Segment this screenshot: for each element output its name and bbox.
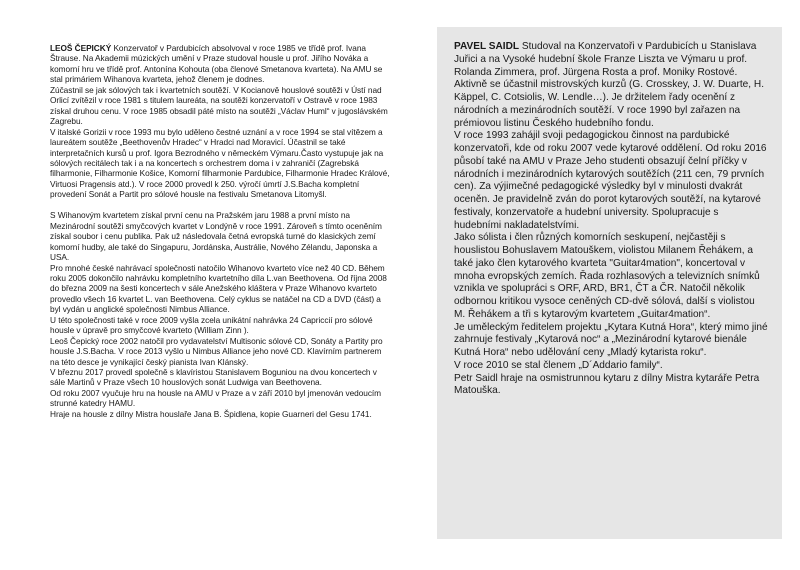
bio-intro: Studoval na Konzervatoři v Pardubicích u Stanislava Juřici a na Vysoké hudební škole Franze Liszta ve Výmaru u prof. Rolanda Zimmera, prof. Jürgena Rosta a prof. Moniky Rostové. Aktivně se účastnil mistrovských kurzů (G. Crosskey, J. W. Duarte, H. Käppel, C. Cotsiolis, W. Lendle…). Je držitelem řady ocenění z národních a mezinárodních soutěží. V roce 1990 byl zařazen na prémiovou listinu Českého hudebního fondu. [454, 41, 764, 129]
bio-paragraph: Zúčastnil se jak sólových tak i kvartetních soutěží. V Kocianově houslové soutěži v Ústí nad Orlicí zvítězil v roce 1981 s titulem laureáta, na soutěži konzervatoří v Ostravě v roce 1983 získal druhou cenu. V roce 1985 obsadil páté místo na soutěži „Václav Huml“ v jugoslávském Zagrebu. [50, 84, 388, 127]
bio-paragraph: Hraje na housle z dílny Mistra houslaře Jana B. Špidlena, kopie Guarneri del Gesu 1741. [50, 408, 372, 419]
bio-paragraph: U této společnosti také v roce 2009 vyšla zcela unikátní nahrávka 24 Capriccií pro sólové housle v úpravě pro smyčcové kvarteto (William Zinn ). [50, 314, 373, 336]
pavel-saidl-bio [437, 27, 782, 539]
bio-paragraph: V březnu 2017 provedl společně s klavíristou Stanislavem Boguniou na dvou koncertech v sále Martinů v Praze všech 10 houslových sonát Ludwiga van Beethovena. [50, 367, 377, 388]
bio-paragraph: Je uměleckým ředitelem projektu „Kytara Kutná Hora“, který mimo jiné zahrnuje festivaly „Kytarová noc“ a „Mezinárodní kytarové bienále Kutná Hora“ nebo udělování ceny „Mladý kytarista roku“. [454, 321, 768, 358]
bio-paragraph: V roce 1993 zahájil svoji pedagogickou činnost na pardubické konzervatoři, kde od roku 2007 vede kytarové oddělení. Od roku 2016 působí také na AMU v Praze Jeho studenti obsazují čelní příčky v národních i mezinárodních kytarových soutěžích (211 cen, 79 prvních cen). Za výjimečné pedagogické výsledky byl v minulosti dvakrát oceněn. Je pravidelně zván do porot kytarových soutěží, na kytarové festivaly, konzervatoře a hudební university. Spolupracuje s hudebními nakladatelstvími. [454, 130, 767, 231]
bio-paragraph [454, 41, 768, 130]
bio-name: LEOŠ ČEPICKÝ [50, 43, 112, 53]
bio-paragraph: Leoš Čepický roce 2002 natočil pro vydavatelství Multisonic sólové CD, Sonáty a Partity pro housle J.S.Bacha. V roce 2013 vyšlo u Nimbus Alliance jeho nové CD. Klavírním partnerem na této desce je vynikající český pianista Ivan Klánský. [50, 335, 383, 367]
bio-paragraph: Od roku 2007 vyučuje hru na housle na AMU v Praze a v září 2010 byl jmenován vedoucím strunné katedry HAMU. [50, 387, 382, 409]
bio-paragraph: Petr Saidl hraje na osmistrunnou kytaru z dílny Mistra kytaráře Petra Matouška. [454, 372, 760, 397]
bio-paragraph: Jako sólista i člen různých komorních seskupení, nejčastěji s houslistou Bohuslavem Matouškem, violistou Milanem Řehákem, a také jako člen kytarového kvarteta "Guitar4mation", koncertoval v mnoha evropských zemích. Řada rozhlasových a televizních snímků vznikla ve spolupráci s ORF, ARD, BR1, ČT a ČR. Natočil několik odbornou kritikou vysoce ceněných CD-dvě sólová, další s violistou M. Řehákem a tři s kytarovým kvartetem „Guitar4mation“. [454, 232, 760, 320]
bio-paragraph [50, 43, 390, 85]
bio-paragraph: V italské Gorizii v roce 1993 mu bylo uděleno čestné uznání a v roce 1994 se stal vítězem a laureátem soutěže „Beethovenův Hradec“ v Hradci nad Moravicí. Účastnil se také interpretačních kursů u prof. Igora Bezrodného v německém Výmaru.Často vystupuje jak na sólových recitálech tak i a na koncertech s orchestrem doma i v zahraničí (Zagrebská filharmonie, Filharmonie Košice, Komorní filharmonie Pardubice, Filharmonie Hradec Králové, Virtuosi Pragensis atd.). V roce 2000 provedl k 250. výročí úmrtí J.S.Bacha kompletní provedení Sonát a Partit pro sólové housle na festivalu Smetanova Litomyšl. [50, 126, 390, 200]
bio-paragraph: Pro mnohé české nahrávací společnosti natočilo Wihanovo kvarteto více než 40 CD. Během roku 2005 dokončilo nahrávku kompletního kvartetního díla L.van Beethovena. Od října 2008 do března 2009 na šesti koncertech v sále Anežského kláštera v Praze Wihanovo kvarteto provedlo všech 16 kvartet L. van Beethovena. Celý cyklus se natáčel na CD a DVD (část) a byl vydán u anglické společnosti Nimbus Alliance. [50, 262, 387, 315]
bio-paragraph: S Wihanovým kvartetem získal první cenu na Pražském jaru 1988 a první místo na Mezinárodní soutěži smyčcových kvartet v Londýně v roce 1991. Zároveň s tímto oceněním získal soubor i cenu publika. Pak už následovala četná evropská turné do klasických zemí komorní hudby, ale také do Singapuru, Jordánska, Austrálie, Nového Zélandu, Japonska a USA. [50, 210, 382, 263]
bio-name: PAVEL SAIDL [454, 41, 520, 52]
paragraph-spacer [50, 200, 390, 210]
bio-intro: Konzervatoř v Pardubicích absolvoval v roce 1985 ve třídě prof. Ivana Štrause. Na Akademii múzických umění v Praze studoval housle u prof. Jiřího Nováka a komorní hru ve třídě prof. Antonína Kohouta (oba členové Smetanova kvarteta). Na AMU se stal primáriem Wihanova kvarteta, jehož členem je dodnes. [50, 43, 383, 85]
leos-cepicky-bio [50, 43, 390, 419]
bio-paragraph: V roce 2010 se stal členem „D´Addario family“. [454, 359, 663, 371]
